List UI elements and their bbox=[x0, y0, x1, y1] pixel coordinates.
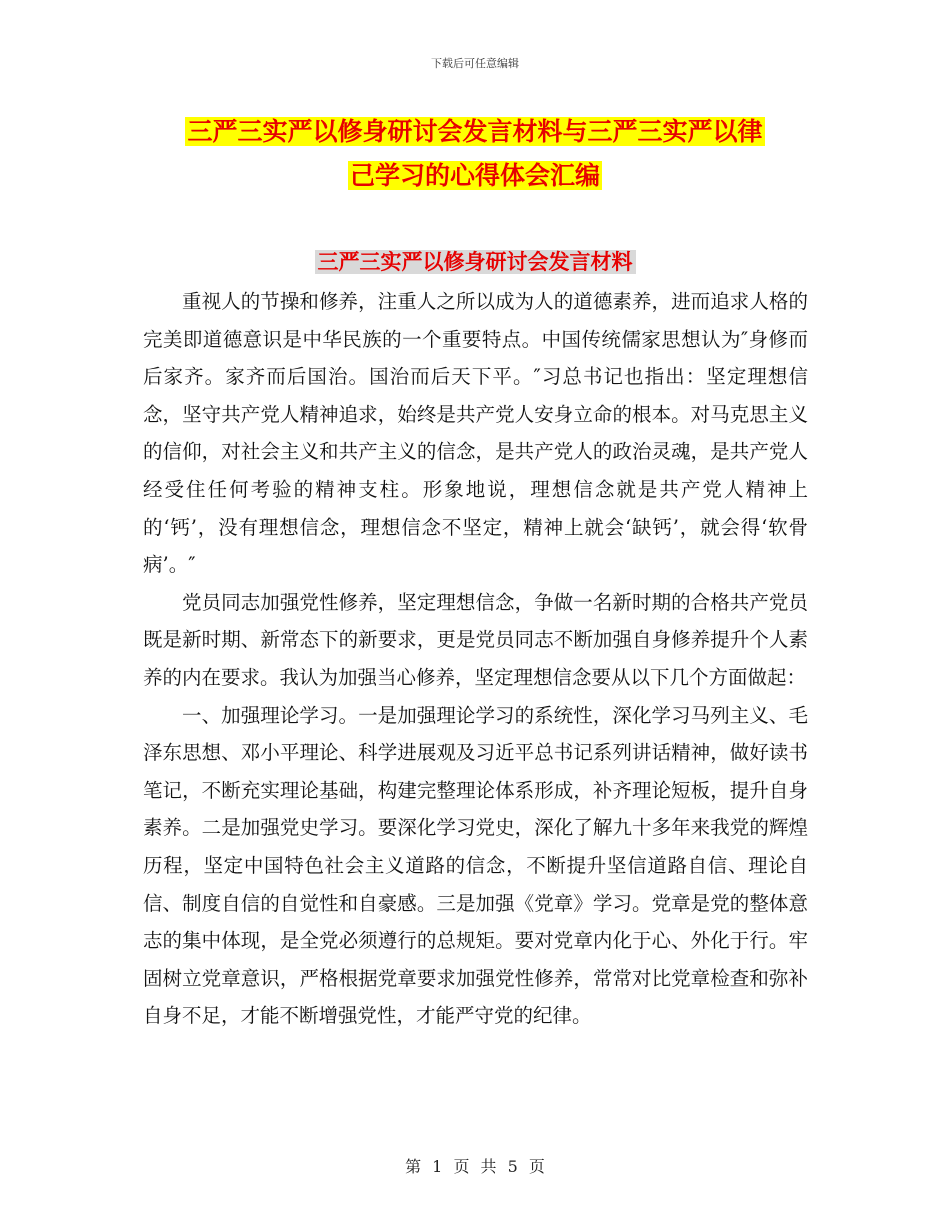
document-title-line-1-text: 三严三实严以修身研讨会发言材料与三严三实严以律 bbox=[187, 117, 763, 146]
document-title-line-1 bbox=[0, 113, 950, 151]
document-body bbox=[143, 283, 808, 1035]
paragraph: 一、加强理论学习。一是加强理论学习的系统性，深化学习马列主义、毛泽东思想、邓小平理论、科学进展观及习近平总书记系列讲话精神，做好读书笔记，不断充实理论基础，构建完整理论体系形成，补齐理论短板，提升自身素养。二是加强党史学习。要深化学习党史，深化了解九十多年来我党的辉煌历程，坚定中国特色社会主义道路的信念，不断提升坚信道路自信、理论自信、制度自信的自觉性和自豪感。三是加强《党章》学习。党章是党的整体意志的集中体现，是全党必须遵行的总规矩。要对党章内化于心、外化于行。牢固树立党章意识，严格根据党章要求加强党性修养，常常对比党章检查和弥补自身不足，才能不断增强党性，才能严守党的纪律。 bbox=[143, 703, 808, 1028]
header-note: 下载后可任意编辑 bbox=[431, 57, 519, 70]
document-title-line-2 bbox=[0, 157, 950, 195]
document-title-line-2-text: 己学习的心得体会汇编 bbox=[349, 161, 600, 190]
paragraph: 重视人的节操和修养，注重人之所以成为人的道德素养，进而追求人格的完美即道德意识是中华民族的一个重要特点。中国传统儒家思想认为″身修而后家齐。家齐而后国治。国治而后天下平。″习总书记也指出：坚定理想信念，坚守共产党人精神追求，始终是共产党人安身立命的根本。对马克思主义的信仰，对社会主义和共产主义的信念，是共产党人的政治灵魂，是共产党人经受住任何考验的精神支柱。形象地说，理想信念就是共产党人精神上的‘钙’，没有理想信念，理想信念不坚定，精神上就会‘缺钙’，就会得‘软骨病’。″ bbox=[143, 290, 808, 577]
section-heading-text: 三严三实严以修身研讨会发言材料 bbox=[315, 250, 636, 274]
page-number-footer: 第 1 页 共 5 页 bbox=[405, 1157, 545, 1176]
section-heading bbox=[0, 246, 950, 278]
paragraph: 党员同志加强党性修养，坚定理想信念，争做一名新时期的合格共产党员既是新时期、新常态下的新要求，更是党员同志不断加强自身修养提升个人素养的内在要求。我认为加强当心修养，坚定理想信念要从以下几个方面做起： bbox=[143, 590, 808, 689]
